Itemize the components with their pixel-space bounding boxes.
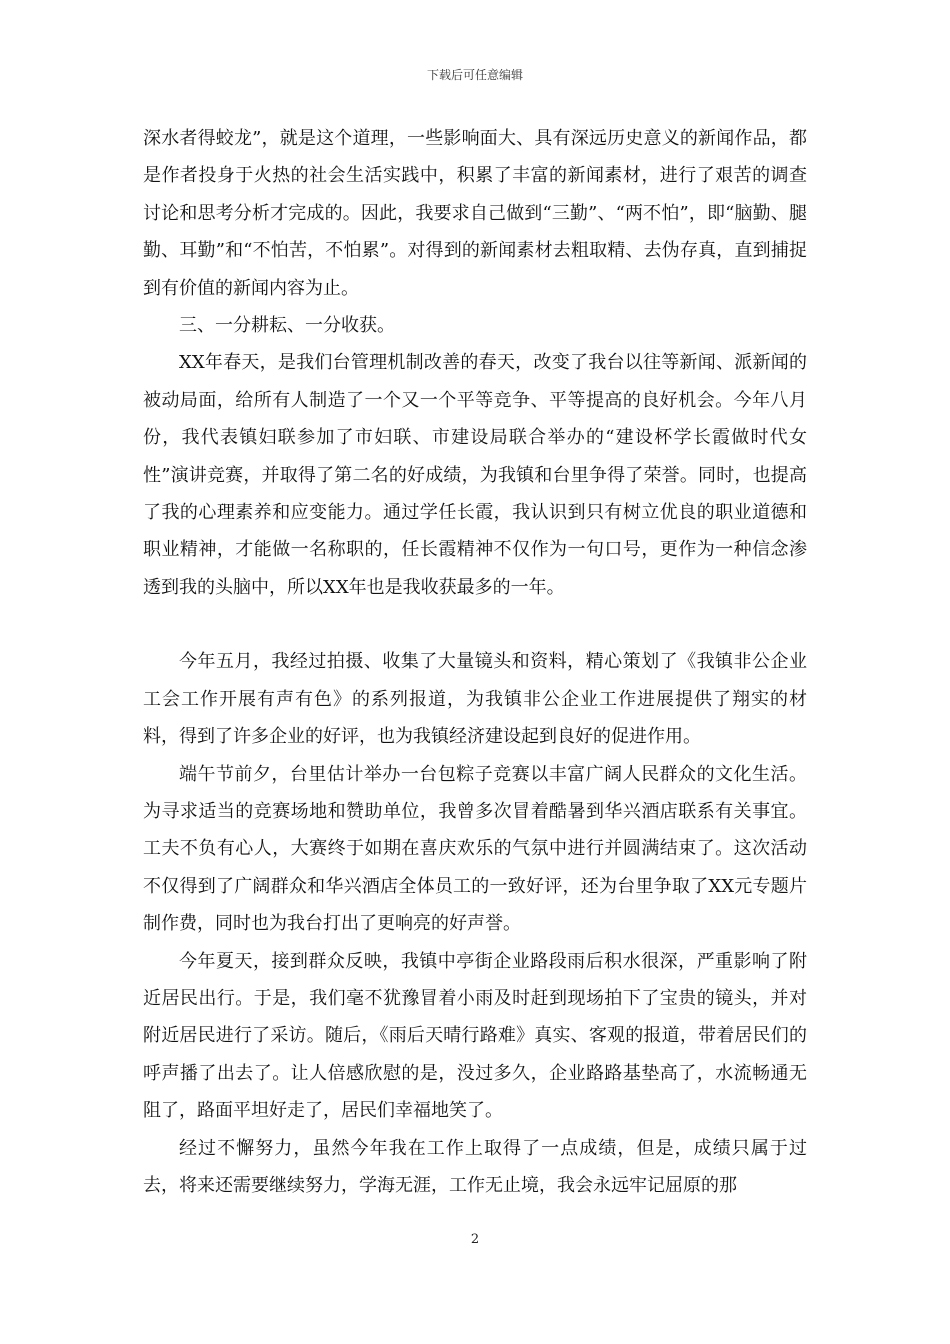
section-heading: 三、一分耕耘、一分收获。 bbox=[179, 315, 395, 337]
paragraph: XX年春天，是我们台管理机制改善的春天，改变了我台以往等新闻、派新闻的被动局面，给所有人制造了一个又一个平等竞争、平等提高的良好机会。今年八月份，我代表镇妇联参加了市妇联、市建设局联合举办的“建设杯学长霞做时代女性”演讲竞赛，并取得了第二名的好成绩，为我镇和台里争得了荣誉。同时，也提高了我的心理素养和应变能力。通过学任长霞，我认识到只有树立优良的职业道德和职业精神，才能做一名称职的，任长霞精神不仅作为一句口号，更作为一种信念渗透到我的头脑中，所以XX年也是我收获最多的一年。 bbox=[143, 352, 807, 598]
page-header: 下载后可任意编辑 bbox=[426, 68, 523, 82]
paragraph: 今年五月，我经过拍摄、收集了大量镜头和资料，精心策划了《我镇非公企业工会工作开展有声有色》的系列报道，为我镇非公企业工作进展提供了翔实的材料，得到了许多企业的好评，也为我镇经济建设起到良好的促进作用。 bbox=[143, 651, 807, 748]
paragraph: 经过不懈努力，虽然今年我在工作上取得了一点成绩，但是，成绩只属于过去，将来还需要继续努力，学海无涯，工作无止境，我会永远牢记屈原的那 bbox=[143, 1137, 807, 1196]
paragraph: 今年夏天，接到群众反映，我镇中亭街企业路段雨后积水很深，严重影响了附近居民出行。于是，我们毫不犹豫冒着小雨及时赶到现场拍下了宝贵的镜头，并对附近居民进行了采访。随后，《雨后天晴行路难》真实、客观的报道，带着居民们的呼声播了出去了。让人倍感欣慰的是，没过多久，企业路路基垫高了，水流畅通无阻了，路面平坦好走了，居民们幸福地笑了。 bbox=[143, 950, 807, 1122]
document-body bbox=[143, 120, 807, 1204]
paragraph: 深水者得蛟龙”，就是这个道理，一些影响面大、具有深远历史意义的新闻作品，都是作者投身于火热的社会生活实践中，积累了丰富的新闻素材，进行了艰苦的调查讨论和思考分析才完成的。因此，我要求自己做到“三勤”、“两不怕”，即“脑勤、腿勤、耳勤”和“不怕苦，不怕累”。对得到的新闻素材去粗取精、去伪存真，直到捕捉到有价值的新闻内容为止。 bbox=[143, 128, 807, 299]
page-number: 2 bbox=[470, 1232, 480, 1247]
paragraph: 端午节前夕，台里估计举办一台包粽子竞赛以丰富广阔人民群众的文化生活。为寻求适当的竞赛场地和赞助单位，我曾多次冒着酷暑到华兴酒店联系有关事宜。工夫不负有心人，大赛终于如期在喜庆欢乐的气氛中进行并圆满结束了。这次活动不仅得到了广阔群众和华兴酒店全体员工的一致好评，还为台里争取了XX元专题片制作费，同时也为我台打出了更响亮的好声誉。 bbox=[143, 763, 807, 935]
